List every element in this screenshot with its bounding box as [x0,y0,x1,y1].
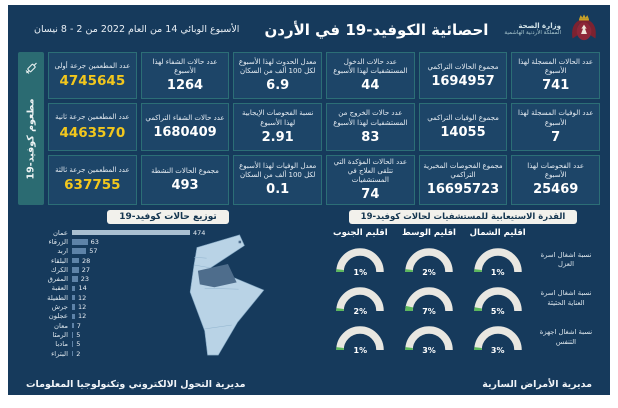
stat-card [141,103,230,150]
bar-value-label: 5 [76,330,81,339]
bar-value-label: 27 [81,265,90,274]
stat-label: عدد الفحوصات لهذا الأسبوع [527,162,585,180]
bar-category-label: جرش [51,303,68,312]
bar [72,248,86,254]
bar-value-label: 474 [193,228,206,237]
stat-card [326,52,415,99]
bar [72,286,75,292]
stat-value: 4463570 [59,124,126,141]
stat-value: 637755 [64,177,121,194]
bar-chart-row [22,349,318,358]
bar-category-label: عمان [52,228,68,237]
stat-value: 1264 [166,78,204,94]
stat-label: عدد الحالات المؤكدة التي تتلقى العلاج في المستشفيات [333,157,408,184]
bar-chart [18,228,318,358]
bar [72,323,74,329]
case-distribution-panel [18,210,318,357]
stat-label: عدد حالات الشفاء التراكمي [145,113,225,122]
vaccination-strip [18,52,44,205]
bar [72,267,79,273]
bar [72,239,88,245]
ministry-logo [504,13,602,46]
stat-label: عدد حالات الخروج من المستشفيات لهذا الأسبوع [333,109,408,127]
bar-value-label: 7 [76,321,81,330]
stat-label: مجموع الوفيات التراكمي [427,113,499,122]
region-header: اقليم الوسط [402,228,456,239]
bar-chart-row [22,284,318,293]
capacity-gauge [401,321,457,355]
bar-category-label: الرمثا [52,330,68,339]
bar-value-label: 12 [77,312,87,321]
footer [8,373,610,395]
bar-category-label: المفرق [47,275,68,284]
bar-chart-row [22,330,318,339]
bar-category-label: معان [54,321,68,330]
bar [72,276,78,282]
stat-value: 14055 [440,125,486,141]
gauge-percentage: 7% [422,306,436,316]
gauge-percentage: 1% [490,268,505,278]
region-header: اقليم الشمال [469,228,526,239]
footer-left: مديرية التحول الالكتروني وتكنولوجيا المعلومات [26,378,246,390]
stat-value: 25469 [533,182,579,198]
vaccination-strip-label: مطعوم كوفيد-19 [25,98,37,180]
stat-value: 83 [361,129,380,145]
epi-week-label: الأسبوع الوبائي 14 من العام 2022 من 2 - 8 نيسان [34,24,240,35]
stat-value: 6.9 [266,78,290,94]
stat-label: عدد حالات الشفاء لهذا الأسبوع [152,58,218,76]
capacity-title: القدرة الاستيعابية للمستشفيات لحالات كوفيد-19 [349,210,578,224]
bar-value-label: 2 [76,349,81,358]
stat-card [141,52,230,99]
stat-card [419,103,508,150]
capacity-grid [326,226,600,357]
capacity-gauge [470,282,526,316]
capacity-gauge [332,243,388,277]
stat-card [233,103,322,150]
bar-category-label: الزرقاء [48,237,68,246]
capacity-gauge [401,282,457,316]
bar-category-label: الطفيلة [47,293,68,302]
bar [72,304,75,310]
vaccination-stat-card [48,103,137,150]
gauge-percentage: 3% [490,345,505,355]
page-title: احصائية الكوفيد-19 في الأردن [264,20,489,39]
bar-value-label: 57 [89,247,98,256]
bar-value-label: 28 [81,256,91,265]
bar-chart-row [22,256,318,265]
bar-chart-row [22,265,318,274]
covid-dashboard [8,5,610,395]
bar-chart-row [22,312,318,321]
bar-value-label: 5 [76,340,81,349]
ministry-name: وزارة الصحة [518,21,561,30]
stat-card [233,155,322,205]
bar-value-label: 23 [80,275,89,284]
stat-value: 16695723 [426,182,500,198]
ministry-crest-icon [566,13,602,46]
stat-label: مجموع الحالات النشطة [151,166,219,175]
capacity-gauge [332,282,388,316]
capacity-row-label: نسبة اشغال اسرة العزل [540,250,592,269]
stat-value: 44 [361,78,380,94]
bar [72,332,73,338]
capacity-gauge [332,321,388,355]
bar-value-label: 12 [77,293,87,302]
bar-chart-row [22,228,318,237]
stat-label: مجموع الحالات التراكمي [427,62,499,71]
bottom-section [8,205,610,357]
stat-label: عدد المطعمين جرعة ثانية [55,113,130,122]
stat-label: معدل الحدوث لهذا الأسبوع لكل 100 ألف من السكان [238,58,317,76]
bar-category-label: عجلون [48,312,68,321]
stat-card [511,155,600,205]
stat-card [511,103,600,150]
bar-category-label: البلقاء [51,256,68,265]
capacity-gauge [470,243,526,277]
stat-card [233,52,322,99]
stat-label: عدد المطعمين جرعة ثالثة [55,166,130,175]
bar-value-label: 14 [78,284,87,293]
stat-label: عدد الحالات المسجلة لهذا الأسبوع [518,58,594,76]
stat-value: 74 [361,187,380,202]
stat-label: عدد حالات الدخول المستشفيات لهذا الأسبوع [333,58,408,76]
bar-category-label: اربد [57,247,68,256]
stat-value: 0.1 [266,182,290,198]
gauge-percentage: 2% [422,268,436,278]
bar [72,341,73,347]
stat-value: 7 [551,129,561,145]
capacity-row-label: نسبة اشغال اجهزة التنفس [539,328,593,346]
stat-card [419,52,508,99]
gauge-percentage: 2% [353,306,368,316]
bar-chart-row [22,274,318,283]
bar-chart-row [22,321,318,330]
stat-value: 1680409 [153,125,217,141]
region-header: اقليم الجنوب [333,228,388,239]
ministry-subtitle: المملكة الأردنية الهاشمية [504,30,561,37]
vaccination-stat-card [48,155,137,205]
bar [72,351,73,357]
ministry-text [504,22,561,38]
stat-value: 4745645 [59,73,126,90]
bar [72,258,79,264]
stat-value: 493 [171,177,199,193]
footer-right: مديرية الأمراض السارية [482,378,592,390]
stats-section [8,49,610,205]
gauge-percentage: 1% [353,345,368,355]
stat-label: معدل الوفيات لهذا الأسبوع لكل 100 ألف من السكان [239,162,317,180]
bar-value-label: 63 [90,237,99,246]
syringe-icon [23,60,40,81]
gauge-percentage: 3% [422,345,436,355]
capacity-row-label: نسبة اشغال اسرة العناية الحثيثة [540,289,592,307]
stat-card [326,155,415,205]
stat-label: عدد الوفيات المسجلة لهذا الأسبوع [517,109,594,127]
bar [72,295,75,301]
stat-value: 1694957 [431,73,495,89]
bar-category-label: البتراء [51,349,68,358]
bar-chart-row [22,302,318,311]
gauge-percentage: 1% [353,268,368,278]
bar-category-label: العقبة [51,284,68,293]
vaccination-stat-card [48,52,137,99]
stat-card [326,103,415,150]
bar [72,314,75,320]
stat-label: مجموع الفحوصات المخبرية التراكمي [423,162,503,180]
bar-value-label: 12 [77,303,87,312]
header [8,5,610,49]
capacity-gauge [470,321,526,355]
bar-chart-row [22,340,318,349]
stat-card [419,155,508,205]
stat-card [141,155,230,205]
stat-card [511,52,600,99]
stat-label: عدد المطعمين جرعة أولى [54,62,131,71]
bar-chart-row [22,237,318,246]
stats-grid [48,52,600,205]
chart-title: توزيع حالات كوفيد-19 [107,210,229,224]
hospital-capacity-panel [326,210,600,357]
stat-value: 2.91 [261,129,294,145]
bar-chart-row [22,293,318,302]
capacity-gauge [401,243,457,277]
bar-chart-row [22,247,318,256]
stat-value: 741 [542,78,570,94]
gauge-percentage: 5% [490,306,505,316]
bar-category-label: الكرك [50,265,68,274]
bar [72,230,190,236]
stat-label: نسبة الفحوصات الإيجابية لهذا الأسبوع [242,109,314,127]
bar-category-label: مادبا [55,340,68,349]
